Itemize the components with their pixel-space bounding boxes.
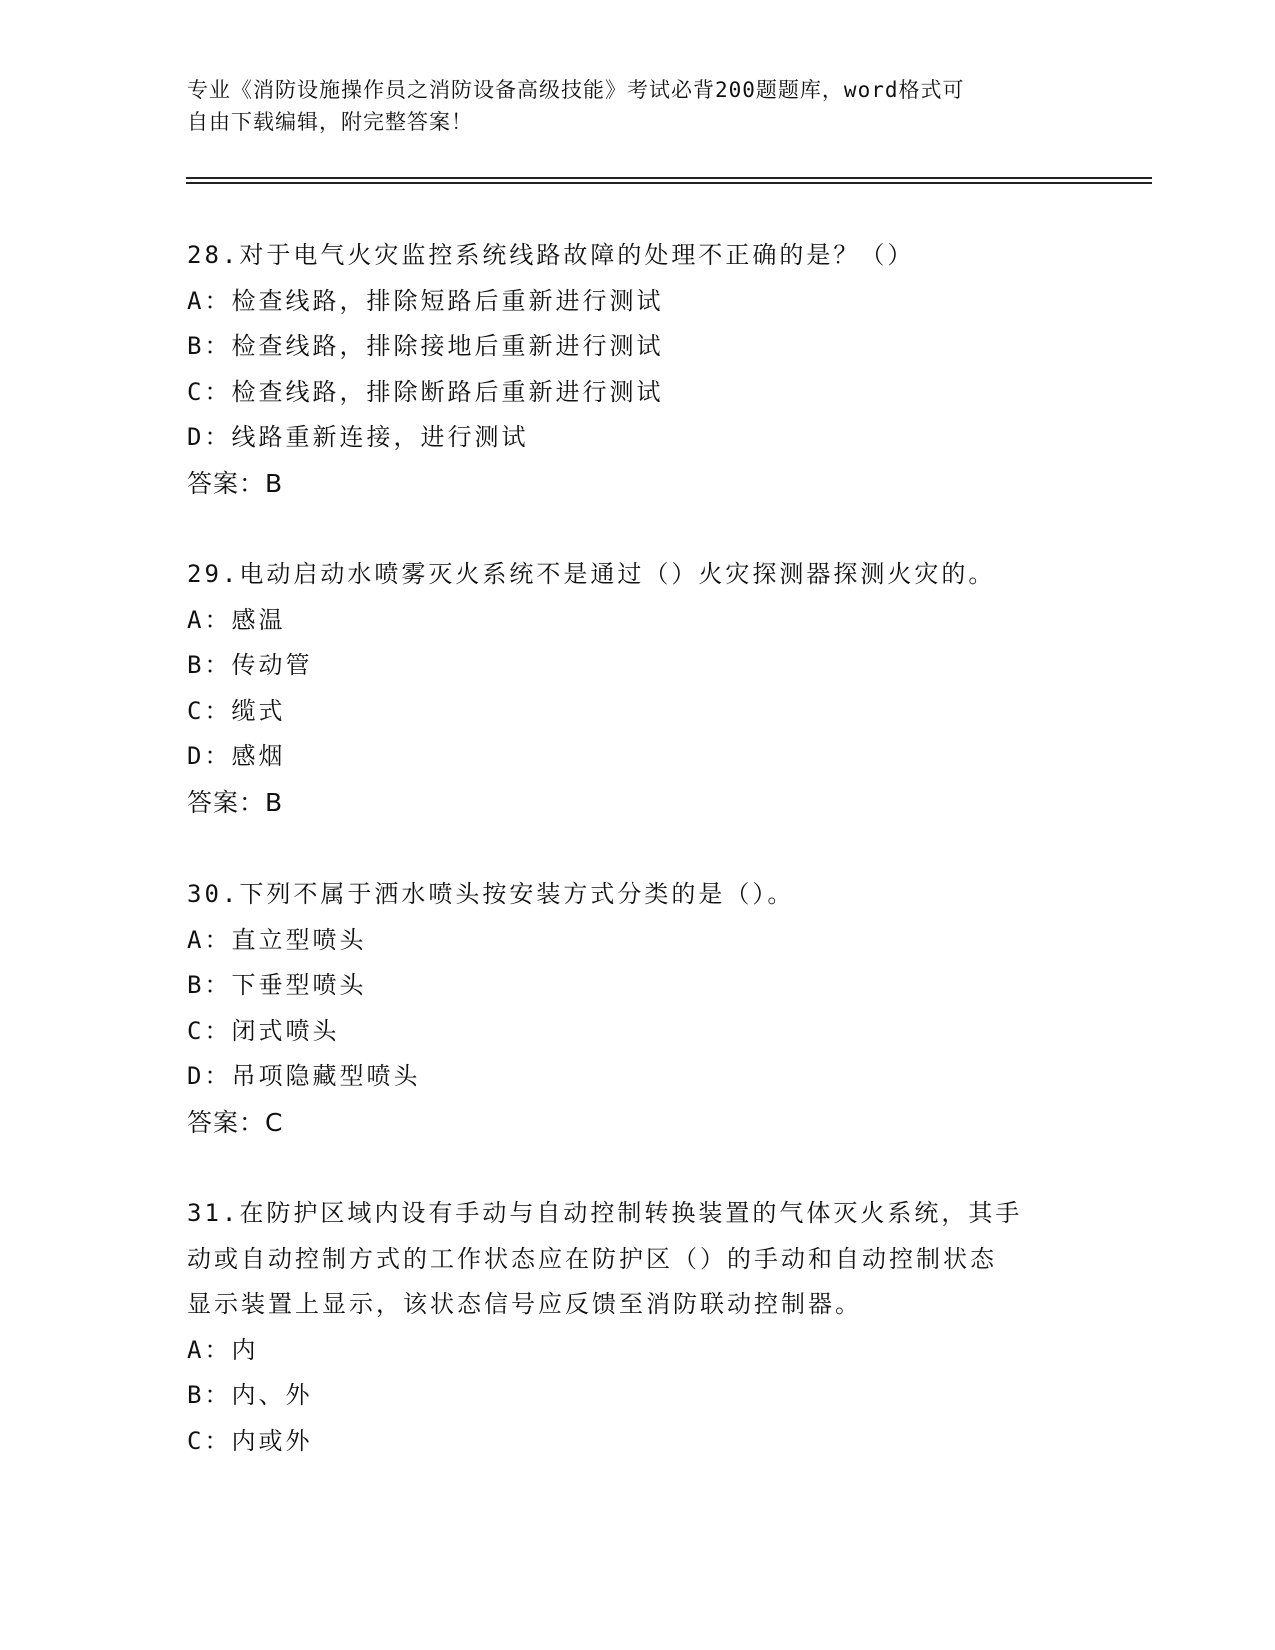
option-a: A：感温 (187, 605, 286, 634)
question-31 (187, 1191, 1087, 1464)
option-c: C：检查线路，排除断路后重新进行测试 (187, 377, 664, 406)
option-d: D：感烟 (187, 742, 286, 770)
option-c: C：闭式喷头 (187, 1016, 340, 1045)
option-d: D：吊项隐藏型喷头 (187, 1062, 421, 1090)
option-a: A：检查线路，排除短路后重新进行测试 (187, 286, 664, 315)
option-c: C：内或外 (187, 1426, 313, 1455)
header-title-line-1: 专业《消防设施操作员之消防设备高级技能》考试必背200题题库，word格式可 (187, 78, 965, 102)
option-a: A：直立型喷头 (187, 925, 367, 954)
option-b: B：下垂型喷头 (187, 971, 367, 999)
question-stem-line-2: 动或自动控制方式的工作状态应在防护区（）的手动和自动控制状态 (187, 1244, 997, 1273)
option-b: B：检查线路，排除接地后重新进行测试 (187, 332, 664, 360)
question-30 (187, 872, 1087, 1145)
question-29 (187, 552, 1087, 825)
option-b: B：内、外 (187, 1381, 313, 1409)
answer: 答案：B (187, 468, 284, 498)
option-a: A：内 (187, 1335, 259, 1364)
header-divider-top (186, 177, 1152, 179)
answer: 答案：B (187, 787, 284, 817)
answer: 答案：C (187, 1107, 284, 1137)
question-stem: 29.电动启动水喷雾灭火系统不是通过（）火灾探测器探测火灾的。 (187, 560, 996, 588)
header-title-line-2: 自由下载编辑，附完整答案！ (187, 110, 473, 134)
option-d: D：线路重新连接，进行测试 (187, 423, 529, 451)
option-b: B：传动管 (187, 651, 313, 679)
question-stem: 28.对于电气火灾监控系统线路故障的处理不正确的是？（） (187, 241, 915, 269)
question-stem: 30.下列不属于洒水喷头按安装方式分类的是（）。 (187, 880, 795, 908)
question-28 (187, 233, 1087, 506)
option-c: C：缆式 (187, 696, 286, 725)
question-stem-line-3: 显示装置上显示，该状态信号应反馈至消防联动控制器。 (187, 1290, 862, 1318)
header-divider-bottom (186, 182, 1152, 184)
document-header (187, 74, 1067, 138)
question-stem-line-1: 31.在防护区域内设有手动与自动控制转换装置的气体灭火系统，其手 (187, 1199, 1023, 1227)
